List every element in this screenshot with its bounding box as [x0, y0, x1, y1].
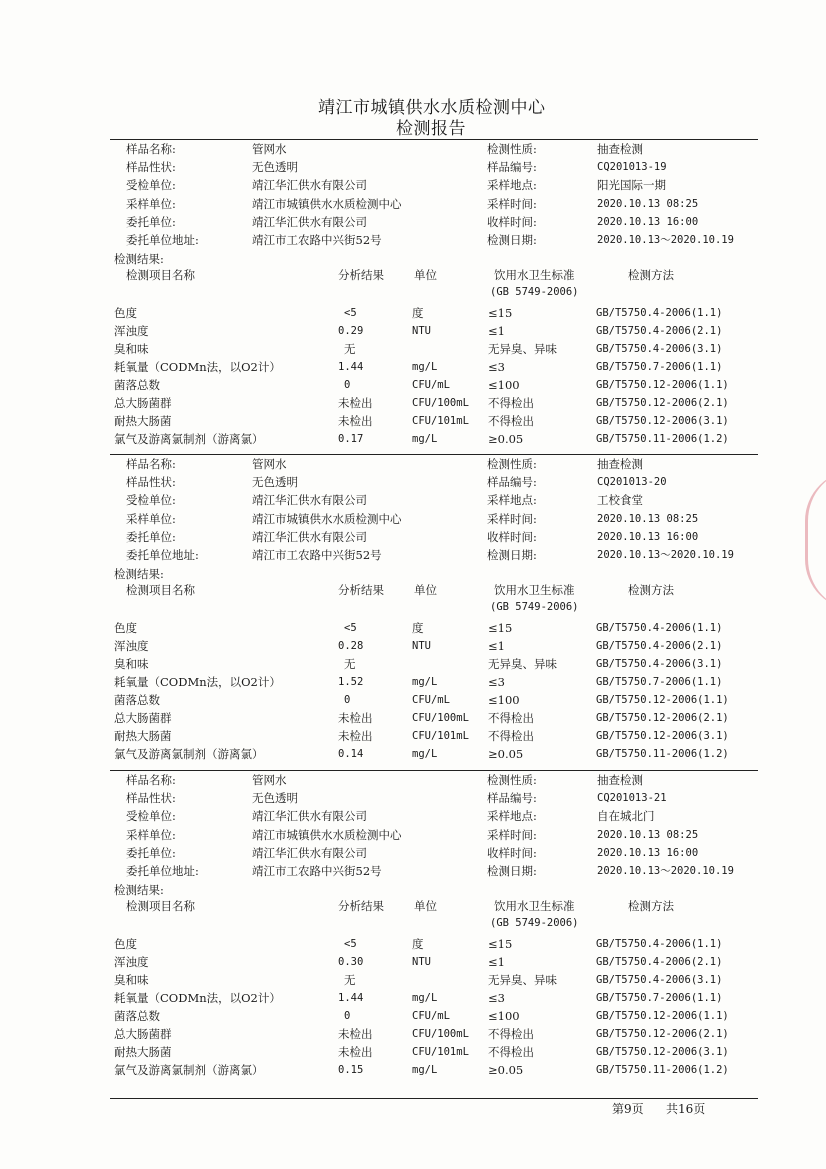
row-method: GB/T5750.12-2006(1.1): [596, 379, 729, 392]
row-unit: CFU/101mL: [412, 1046, 469, 1059]
value-sample-state: 无色透明: [252, 475, 298, 490]
row-item: 浑浊度: [114, 324, 149, 339]
row-item: 耗氧量（CODMn法，以O2计）: [114, 675, 281, 690]
value-sample-state: 无色透明: [252, 791, 298, 806]
bottom-rule: [110, 1098, 758, 1099]
block-separator: [110, 770, 758, 771]
label-sampling-time: 采样时间:: [487, 511, 537, 526]
row-result: 未检出: [338, 1027, 373, 1042]
label-sample-name: 样品名称:: [126, 773, 176, 787]
row-item: 色度: [114, 937, 137, 952]
row-std: ≤3: [488, 675, 505, 690]
row-std: 无异臭、异味: [488, 342, 557, 357]
label-test-date: 检测日期:: [487, 233, 537, 247]
row-result: 0.30: [338, 956, 364, 969]
row-std: 无异臭、异味: [488, 973, 557, 988]
top-rule: [110, 139, 758, 140]
label-sample-no: 样品编号:: [487, 791, 537, 806]
row-result: 0.28: [338, 640, 364, 653]
row-result: 1.44: [338, 361, 364, 374]
label-sampling-site: 采样地点:: [487, 493, 537, 508]
col-header-std2: (GB 5749-2006): [490, 917, 579, 930]
row-unit: mg/L: [412, 748, 438, 761]
page-total: 共16页: [666, 1102, 706, 1116]
label-sampling-unit: 采样单位:: [126, 827, 176, 842]
label-sampling-site: 采样地点:: [487, 178, 537, 193]
row-item: 菌落总数: [114, 693, 160, 708]
label-receive-time: 收样时间:: [487, 845, 537, 860]
row-method: GB/T5750.11-2006(1.2): [596, 748, 729, 761]
value-test-date: 2020.10.13～2020.10.19: [597, 865, 734, 877]
row-unit: CFU/mL: [412, 694, 450, 707]
row-item: 臭和味: [114, 342, 149, 357]
value-receive-time: 2020.10.13 16:00: [597, 846, 699, 859]
row-result: 0.14: [338, 748, 364, 761]
value-sample-state: 无色透明: [252, 160, 298, 175]
row-result: 无: [344, 342, 356, 357]
label-inspected-unit: 受检单位:: [126, 178, 176, 193]
label-sample-name: 样品名称:: [126, 142, 176, 156]
row-result: 未检出: [338, 711, 373, 726]
row-result: 0: [344, 379, 351, 392]
value-test-nature: 抽查检测: [597, 142, 643, 156]
col-header-item: 检测项目名称: [126, 268, 195, 283]
label-receive-time: 收样时间:: [487, 529, 537, 544]
col-header-std: 饮用水卫生标准: [494, 899, 575, 914]
col-header-method: 检测方法: [628, 583, 674, 598]
row-method: GB/T5750.11-2006(1.2): [596, 433, 729, 446]
row-result: <5: [344, 938, 357, 951]
label-sample-name: 样品名称:: [126, 457, 176, 471]
row-std: ≤1: [488, 324, 505, 339]
row-method: GB/T5750.12-2006(3.1): [596, 730, 729, 743]
label-client-unit: 委托单位:: [126, 529, 176, 544]
col-header-result: 分析结果: [338, 583, 384, 598]
row-item: 耐热大肠菌: [114, 729, 172, 744]
label-test-nature: 检测性质:: [487, 773, 537, 787]
col-header-std2: (GB 5749-2006): [490, 286, 579, 299]
row-item: 总大肠菌群: [114, 711, 172, 726]
row-item: 菌落总数: [114, 378, 160, 393]
value-sampling-time: 2020.10.13 08:25: [597, 828, 699, 841]
row-item: 耐热大肠菌: [114, 1045, 172, 1060]
col-header-std: 饮用水卫生标准: [494, 583, 575, 598]
label-sample-state: 样品性状:: [126, 791, 176, 806]
value-test-date: 2020.10.13～2020.10.19: [597, 234, 734, 246]
row-result: <5: [344, 622, 357, 635]
value-test-nature: 抽查检测: [597, 457, 643, 471]
row-std: ≤3: [488, 991, 505, 1006]
row-method: GB/T5750.12-2006(1.1): [596, 1010, 729, 1023]
value-sampling-time: 2020.10.13 08:25: [597, 197, 699, 210]
row-unit: NTU: [412, 956, 431, 969]
row-method: GB/T5750.12-2006(2.1): [596, 1028, 729, 1041]
row-std: 不得检出: [488, 396, 534, 411]
value-client-address: 靖江市工农路中兴街52号: [252, 864, 382, 878]
row-method: GB/T5750.4-2006(1.1): [596, 938, 723, 951]
value-sample-no: CQ201013-20: [597, 476, 667, 489]
value-sample-no: CQ201013-19: [597, 161, 667, 174]
results-heading: 检测结果:: [114, 883, 164, 898]
row-result: 0.17: [338, 433, 364, 446]
value-inspected-unit: 靖江华汇供水有限公司: [252, 493, 367, 508]
row-std: ≤15: [488, 937, 513, 952]
label-sampling-time: 采样时间:: [487, 196, 537, 211]
col-header-item: 检测项目名称: [126, 583, 195, 598]
col-header-method: 检测方法: [628, 268, 674, 283]
row-std: ≤15: [488, 306, 513, 321]
value-client-unit: 靖江华汇供水有限公司: [252, 214, 367, 229]
row-std: 不得检出: [488, 414, 534, 429]
row-result: 未检出: [338, 1045, 373, 1060]
row-item: 臭和味: [114, 973, 149, 988]
label-sample-no: 样品编号:: [487, 160, 537, 175]
row-item: 色度: [114, 621, 137, 636]
row-unit: CFU/101mL: [412, 730, 469, 743]
row-unit: 度: [412, 621, 424, 636]
results-heading: 检测结果:: [114, 252, 164, 267]
label-sample-no: 样品编号:: [487, 475, 537, 490]
row-std: 无异臭、异味: [488, 657, 557, 672]
row-method: GB/T5750.4-2006(3.1): [596, 343, 723, 356]
col-header-std: 饮用水卫生标准: [494, 268, 575, 283]
row-method: GB/T5750.7-2006(1.1): [596, 992, 723, 1005]
value-receive-time: 2020.10.13 16:00: [597, 215, 699, 228]
label-client-unit: 委托单位:: [126, 214, 176, 229]
value-sampling-unit: 靖江市城镇供水水质检测中心: [252, 196, 402, 211]
row-std: ≤15: [488, 621, 513, 636]
row-std: 不得检出: [488, 1027, 534, 1042]
value-sampling-site: 阳光国际一期: [597, 178, 666, 193]
block-separator: [110, 454, 758, 455]
row-std: ≥0.05: [488, 1063, 524, 1078]
row-std: ≤100: [488, 378, 520, 393]
row-result: 无: [344, 657, 356, 672]
col-header-result: 分析结果: [338, 899, 384, 914]
label-sampling-unit: 采样单位:: [126, 511, 176, 526]
row-result: 未检出: [338, 729, 373, 744]
row-unit: mg/L: [412, 992, 438, 1005]
row-item: 总大肠菌群: [114, 396, 172, 411]
row-std: ≤100: [488, 1009, 520, 1024]
row-method: GB/T5750.4-2006(2.1): [596, 956, 723, 969]
row-item: 色度: [114, 306, 137, 321]
row-item: 臭和味: [114, 657, 149, 672]
value-client-address: 靖江市工农路中兴街52号: [252, 233, 382, 247]
label-test-date: 检测日期:: [487, 864, 537, 878]
org-title: 靖江市城镇供水水质检测中心: [318, 98, 546, 118]
row-unit: CFU/mL: [412, 1010, 450, 1023]
row-unit: NTU: [412, 640, 431, 653]
label-inspected-unit: 受检单位:: [126, 809, 176, 824]
row-result: 未检出: [338, 396, 373, 411]
row-method: GB/T5750.7-2006(1.1): [596, 676, 723, 689]
row-method: GB/T5750.4-2006(1.1): [596, 307, 723, 320]
row-result: <5: [344, 307, 357, 320]
value-sampling-site: 工校食堂: [597, 493, 643, 508]
label-sampling-time: 采样时间:: [487, 827, 537, 842]
label-sampling-unit: 采样单位:: [126, 196, 176, 211]
doc-title: 检测报告: [396, 119, 466, 139]
label-client-unit: 委托单位:: [126, 845, 176, 860]
row-item: 氯气及游离氯制剂（游离氯）: [114, 747, 264, 762]
label-client-address: 委托单位地址:: [126, 233, 199, 247]
row-std: ≤3: [488, 360, 505, 375]
label-sample-state: 样品性状:: [126, 160, 176, 175]
row-std: 不得检出: [488, 711, 534, 726]
row-result: 1.52: [338, 676, 364, 689]
row-unit: mg/L: [412, 361, 438, 374]
row-std: 不得检出: [488, 729, 534, 744]
page-number: 第9页: [612, 1102, 644, 1116]
results-heading: 检测结果:: [114, 567, 164, 582]
row-method: GB/T5750.4-2006(1.1): [596, 622, 723, 635]
row-unit: 度: [412, 306, 424, 321]
row-method: GB/T5750.4-2006(2.1): [596, 325, 723, 338]
row-item: 总大肠菌群: [114, 1027, 172, 1042]
value-sampling-site: 自在城北门: [597, 809, 655, 824]
value-client-unit: 靖江华汇供水有限公司: [252, 529, 367, 544]
row-std: 不得检出: [488, 1045, 534, 1060]
row-unit: CFU/101mL: [412, 415, 469, 428]
value-sample-name: 管网水: [252, 773, 287, 787]
value-sampling-unit: 靖江市城镇供水水质检测中心: [252, 827, 402, 842]
row-unit: CFU/100mL: [412, 1028, 469, 1041]
col-header-unit: 单位: [414, 899, 437, 914]
col-header-result: 分析结果: [338, 268, 384, 283]
row-item: 耐热大肠菌: [114, 414, 172, 429]
row-item: 菌落总数: [114, 1009, 160, 1024]
value-sample-no: CQ201013-21: [597, 792, 667, 805]
row-item: 耗氧量（CODMn法，以O2计）: [114, 360, 281, 375]
value-sample-name: 管网水: [252, 457, 287, 471]
row-std: ≤1: [488, 955, 505, 970]
row-unit: NTU: [412, 325, 431, 338]
row-method: GB/T5750.12-2006(1.1): [596, 694, 729, 707]
row-method: GB/T5750.12-2006(2.1): [596, 397, 729, 410]
value-inspected-unit: 靖江华汇供水有限公司: [252, 178, 367, 193]
row-method: GB/T5750.12-2006(3.1): [596, 1046, 729, 1059]
label-test-nature: 检测性质:: [487, 457, 537, 471]
row-result: 0.15: [338, 1064, 364, 1077]
value-inspected-unit: 靖江华汇供水有限公司: [252, 809, 367, 824]
row-item: 氯气及游离氯制剂（游离氯）: [114, 1063, 264, 1078]
col-header-item: 检测项目名称: [126, 899, 195, 914]
label-client-address: 委托单位地址:: [126, 548, 199, 562]
row-result: 0: [344, 694, 351, 707]
row-item: 浑浊度: [114, 639, 149, 654]
value-client-address: 靖江市工农路中兴街52号: [252, 548, 382, 562]
label-receive-time: 收样时间:: [487, 214, 537, 229]
value-client-unit: 靖江华汇供水有限公司: [252, 845, 367, 860]
row-unit: mg/L: [412, 433, 438, 446]
row-method: GB/T5750.7-2006(1.1): [596, 361, 723, 374]
row-result: 0.29: [338, 325, 364, 338]
row-std: ≤1: [488, 639, 505, 654]
row-method: GB/T5750.4-2006(3.1): [596, 658, 723, 671]
label-inspected-unit: 受检单位:: [126, 493, 176, 508]
value-sampling-time: 2020.10.13 08:25: [597, 512, 699, 525]
row-method: GB/T5750.11-2006(1.2): [596, 1064, 729, 1077]
row-unit: CFU/mL: [412, 379, 450, 392]
label-test-nature: 检测性质:: [487, 142, 537, 156]
row-unit: mg/L: [412, 1064, 438, 1077]
row-result: 无: [344, 973, 356, 988]
row-unit: mg/L: [412, 676, 438, 689]
row-method: GB/T5750.12-2006(3.1): [596, 415, 729, 428]
row-unit: 度: [412, 937, 424, 952]
seal-stamp: [805, 470, 826, 610]
row-std: ≥0.05: [488, 432, 524, 447]
value-sample-name: 管网水: [252, 142, 287, 156]
row-result: 未检出: [338, 414, 373, 429]
label-test-date: 检测日期:: [487, 548, 537, 562]
row-method: GB/T5750.4-2006(3.1): [596, 974, 723, 987]
col-header-std2: (GB 5749-2006): [490, 601, 579, 614]
value-test-date: 2020.10.13～2020.10.19: [597, 549, 734, 561]
label-sampling-site: 采样地点:: [487, 809, 537, 824]
value-test-nature: 抽查检测: [597, 773, 643, 787]
row-unit: CFU/100mL: [412, 397, 469, 410]
row-result: 0: [344, 1010, 351, 1023]
row-unit: CFU/100mL: [412, 712, 469, 725]
col-header-unit: 单位: [414, 268, 437, 283]
value-sampling-unit: 靖江市城镇供水水质检测中心: [252, 511, 402, 526]
label-sample-state: 样品性状:: [126, 475, 176, 490]
col-header-method: 检测方法: [628, 899, 674, 914]
row-method: GB/T5750.4-2006(2.1): [596, 640, 723, 653]
label-client-address: 委托单位地址:: [126, 864, 199, 878]
row-item: 氯气及游离氯制剂（游离氯）: [114, 432, 264, 447]
row-item: 浑浊度: [114, 955, 149, 970]
row-std: ≥0.05: [488, 747, 524, 762]
row-result: 1.44: [338, 992, 364, 1005]
row-method: GB/T5750.12-2006(2.1): [596, 712, 729, 725]
row-std: ≤100: [488, 693, 520, 708]
row-item: 耗氧量（CODMn法，以O2计）: [114, 991, 281, 1006]
col-header-unit: 单位: [414, 583, 437, 598]
value-receive-time: 2020.10.13 16:00: [597, 530, 699, 543]
